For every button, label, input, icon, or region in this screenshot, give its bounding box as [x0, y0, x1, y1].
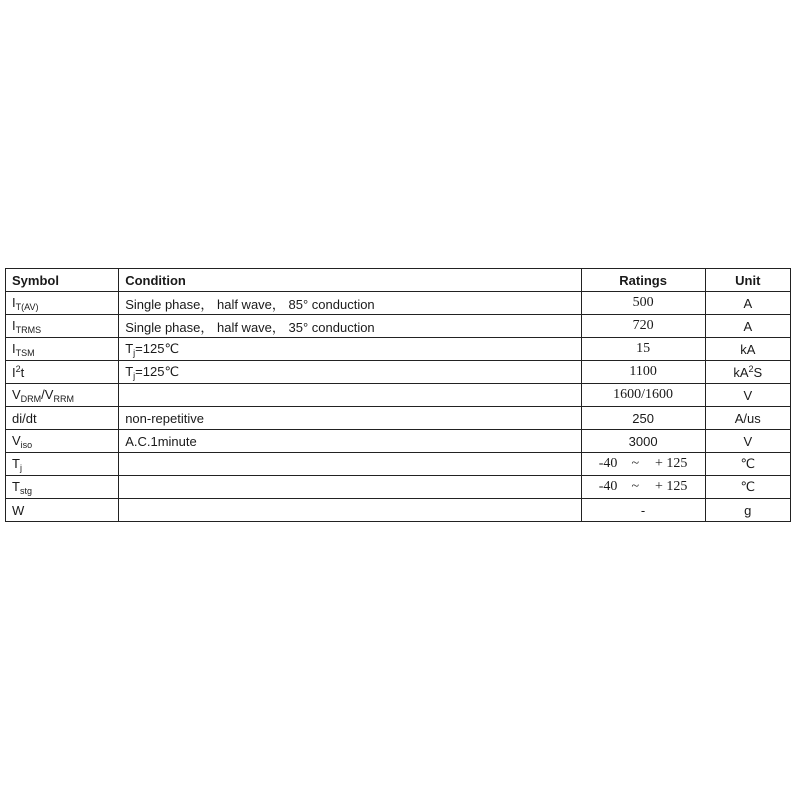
header-symbol: Symbol	[6, 269, 119, 292]
symbol-cell: $T_{stg}$	[6, 476, 119, 499]
rating-cell: -	[581, 499, 705, 522]
unit-cell: $kA^2S$	[705, 361, 790, 384]
rating-cell: 3000	[581, 430, 705, 453]
rating-min: -40	[598, 479, 618, 494]
condition-cell: A.C.1minute	[119, 430, 581, 453]
condition-cell: Single phase， half wave， 85° conduction	[119, 292, 581, 315]
unit-cell: V	[705, 384, 790, 407]
header-condition: Condition	[119, 269, 581, 292]
symbol-cell: $I_{TSM}$	[6, 338, 119, 361]
header-unit: Unit	[705, 269, 790, 292]
table-row	[6, 407, 791, 430]
condition-cell	[119, 453, 581, 476]
rating-max: + 125	[655, 456, 688, 471]
symbol-cell: $I_{T(AV)}$	[6, 292, 119, 315]
symbol-cell: $I_{TRMS}$	[6, 315, 119, 338]
ratings-table	[5, 268, 791, 522]
table-row	[6, 476, 791, 499]
rating-cell: 500	[581, 292, 705, 315]
rating-cell: 1100	[581, 361, 705, 384]
symbol-cell: $T_j$	[6, 453, 119, 476]
table-row	[6, 430, 791, 453]
symbol-cell: $V_{iso}$	[6, 430, 119, 453]
rating-min: -40	[598, 456, 618, 471]
rating-range-cell	[581, 453, 705, 476]
condition-cell	[119, 384, 581, 407]
symbol-cell: W	[6, 499, 119, 522]
unit-cell: A	[705, 292, 790, 315]
condition-cell: non-repetitive	[119, 407, 581, 430]
rating-cell: 720	[581, 315, 705, 338]
header-ratings: Ratings	[581, 269, 705, 292]
rating-cell: 15	[581, 338, 705, 361]
header-row	[6, 269, 791, 292]
unit-cell: A/us	[705, 407, 790, 430]
condition-cell: Single phase， half wave， 35° conduction	[119, 315, 581, 338]
rating-cell: 1600/1600	[581, 384, 705, 407]
symbol-cell: $V_{DRM}/V_{RRM}$	[6, 384, 119, 407]
table-row	[6, 361, 791, 384]
table-row	[6, 338, 791, 361]
rating-max: + 125	[655, 479, 688, 494]
table-row	[6, 384, 791, 407]
rating-separator: ~	[631, 456, 640, 471]
table-row	[6, 315, 791, 338]
symbol-cell: di/dt	[6, 407, 119, 430]
rating-cell: 250	[581, 407, 705, 430]
unit-cell: A	[705, 315, 790, 338]
unit-cell: ℃	[705, 453, 790, 476]
condition-cell	[119, 476, 581, 499]
condition-cell: $T_j=125℃$	[119, 361, 581, 384]
unit-cell: ℃	[705, 476, 790, 499]
unit-cell: kA	[705, 338, 790, 361]
condition-cell	[119, 499, 581, 522]
unit-cell: g	[705, 499, 790, 522]
condition-cell: $T_j=125℃$	[119, 338, 581, 361]
rating-separator: ~	[631, 479, 640, 494]
rating-range-cell	[581, 476, 705, 499]
table-row	[6, 499, 791, 522]
unit-cell: V	[705, 430, 790, 453]
symbol-cell: $I^2t$	[6, 361, 119, 384]
table-row	[6, 292, 791, 315]
table-row	[6, 453, 791, 476]
